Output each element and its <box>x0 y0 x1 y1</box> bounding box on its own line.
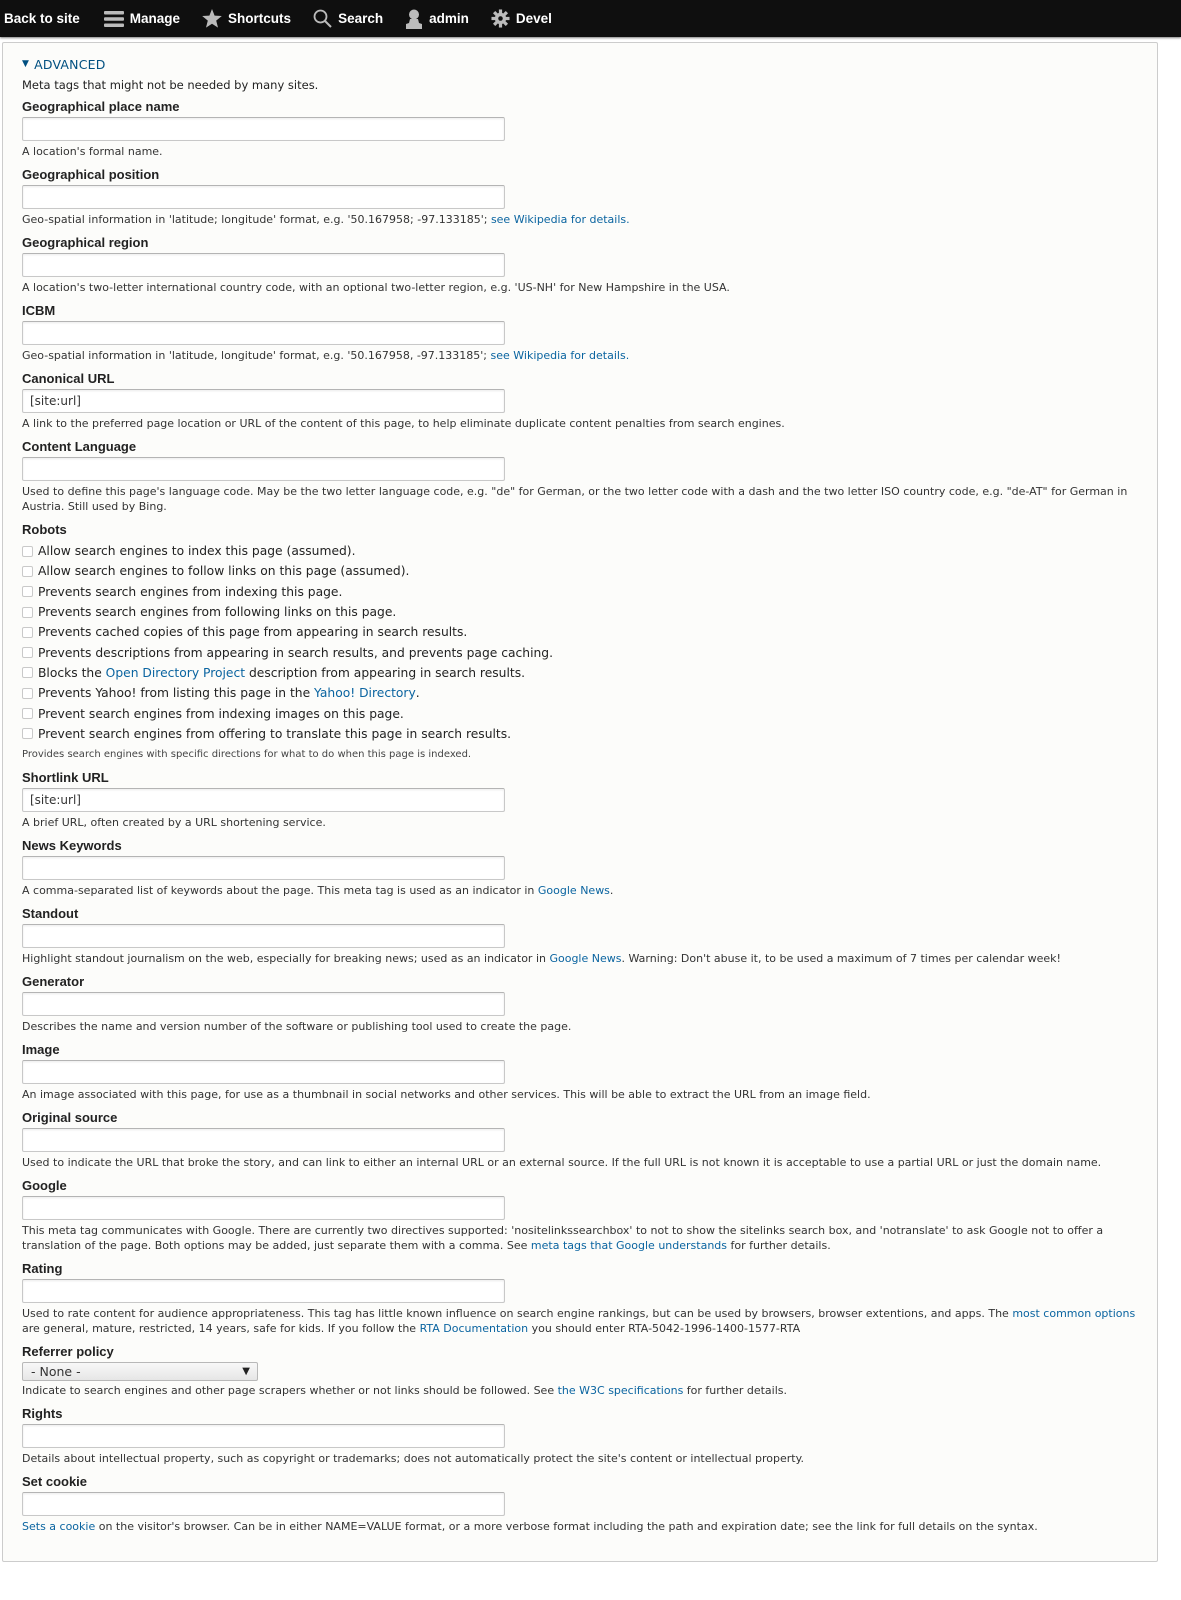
toolbar-shortcuts-label: Shortcuts <box>228 11 292 26</box>
option-label: Prevents descriptions from appearing in search results, and prevents page caching. <box>38 645 554 660</box>
google-news-link[interactable]: Google News <box>549 951 622 965</box>
news-keywords-label: News Keywords <box>22 837 122 853</box>
wikipedia-link[interactable]: see Wikipedia for details. <box>490 213 630 226</box>
geo-position-desc-text: Geo-spatial information in 'latitude; longitude' format, e.g. '50.167958; -97.133185'; <box>22 213 491 226</box>
rights-label: Rights <box>22 1405 63 1421</box>
set-cookie-input[interactable] <box>22 1492 505 1516</box>
google-meta-tags-link[interactable]: meta tags that Google understands <box>530 1238 728 1252</box>
geo-region-desc: A location's two-letter international country code, with an optional two-letter region, e.g. 'US-NH' for New Hampshire in the USA. <box>22 281 730 294</box>
google-news-link[interactable]: Google News <box>537 883 610 897</box>
image-input[interactable] <box>22 1060 505 1084</box>
referrer-policy-selected: - None - <box>31 1363 81 1379</box>
shortlink-input[interactable] <box>22 788 505 812</box>
field-referrer-policy <box>22 1344 1138 1398</box>
option-label: Prevent search engines from indexing images on this page. <box>38 706 404 721</box>
admin-toolbar <box>0 0 1181 37</box>
set-cookie-desc-text: on the visitor's browser. Can be in either NAME=VALUE format, or a more verbose format including the path and expiration date; see the link for full details on the syntax. <box>95 1519 1038 1533</box>
robots-label: Robots <box>22 522 67 537</box>
sets-a-cookie-link[interactable]: Sets a cookie <box>22 1519 96 1533</box>
w3c-specifications-link[interactable]: the W3C specifications <box>557 1383 684 1397</box>
advanced-title: ADVANCED <box>34 56 106 72</box>
news-keywords-desc <box>22 883 1137 898</box>
toolbar-user[interactable] <box>405 9 469 29</box>
standout-desc-text: Highlight standout journalism on the web, especially for breaking news; used as an indicator in <box>22 951 550 965</box>
checkbox[interactable] <box>22 627 33 638</box>
standout-desc <box>22 951 1137 966</box>
robots-option-noarchive[interactable] <box>22 622 1138 642</box>
toolbar-devel-label: Devel <box>515 11 552 26</box>
option-label: Prevents cached copies of this page from appearing in search results. <box>38 625 468 640</box>
triangle-down-icon: ▼ <box>22 59 30 69</box>
option-label: Allow search engines to follow links on this page (assumed). <box>38 564 410 579</box>
google-label: Google <box>22 1177 67 1193</box>
toolbar-search[interactable] <box>313 9 383 28</box>
option-label: Allow search engines to index this page (assumed). <box>38 544 356 559</box>
field-news-keywords <box>22 838 1138 898</box>
referrer-policy-desc <box>22 1383 1137 1398</box>
toolbar-shortcuts[interactable] <box>202 9 291 28</box>
canonical-url-input[interactable] <box>22 389 505 413</box>
toolbar-devel[interactable] <box>491 9 552 28</box>
toolbar-back-label: Back to site <box>4 11 80 26</box>
referrer-desc-text: Indicate to search engines and other page scrapers whether or not links should be followed. See <box>22 1383 558 1397</box>
standout-input[interactable] <box>22 924 505 948</box>
field-google <box>22 1178 1138 1253</box>
toolbar-user-label: admin <box>429 11 469 26</box>
checkbox[interactable] <box>22 586 33 597</box>
robots-option-noodp[interactable] <box>22 663 1138 683</box>
option-label: Prevents search engines from indexing this page. <box>38 584 343 599</box>
geo-position-input[interactable] <box>22 185 505 209</box>
robots-desc: Provides search engines with specific directions for what to do when this page is indexed. <box>22 748 472 760</box>
icbm-desc-text: Geo-spatial information in 'latitude, longitude' format, e.g. '50.167958, -97.133185'; <box>22 349 491 362</box>
canonical-url-desc: A link to the preferred page location or URL of the content of this page, to help eliminate duplicate content penalties from search engines. <box>22 417 785 430</box>
generator-label: Generator <box>22 973 85 989</box>
original-source-label: Original source <box>22 1109 118 1125</box>
field-standout <box>22 906 1138 966</box>
rights-desc: Details about intellectual property, such as copyright or trademarks; does not automatically protect the site's content or intellectual property. <box>22 1451 805 1465</box>
field-geo-region <box>22 235 1138 295</box>
checkbox[interactable] <box>22 728 33 739</box>
field-rating <box>22 1261 1138 1336</box>
checkbox[interactable] <box>22 708 33 719</box>
toolbar-manage[interactable] <box>104 10 180 28</box>
section-intro: Meta tags that might not be needed by many sites. <box>22 78 319 92</box>
robots-option-notranslate[interactable] <box>22 724 1138 744</box>
gear-icon <box>491 9 510 28</box>
option-label: Blocks the <box>38 665 106 680</box>
shortlink-desc: A brief URL, often created by a URL shortening service. <box>22 815 326 829</box>
rating-input[interactable] <box>22 1279 505 1303</box>
rating-label: Rating <box>22 1260 63 1276</box>
geo-position-label: Geographical position <box>22 167 160 182</box>
robots-option-index[interactable] <box>22 541 1138 561</box>
canonical-url-label: Canonical URL <box>22 371 115 386</box>
hamburger-icon <box>104 10 124 28</box>
geo-position-desc <box>22 212 1137 227</box>
checkbox[interactable] <box>22 647 33 658</box>
robots-option-noydir[interactable] <box>22 683 1138 703</box>
news-keywords-input[interactable] <box>22 856 505 880</box>
geo-placename-input[interactable] <box>22 117 505 141</box>
user-icon <box>405 9 423 29</box>
advanced-fieldset <box>2 42 1158 1562</box>
geo-placename-label: Geographical place name <box>22 99 180 114</box>
checkbox[interactable] <box>22 566 33 577</box>
set-cookie-label: Set cookie <box>22 1473 88 1489</box>
field-robots <box>22 522 1138 762</box>
set-cookie-desc <box>22 1519 1137 1534</box>
image-label: Image <box>22 1041 60 1057</box>
field-geo-position <box>22 167 1138 227</box>
standout-label: Standout <box>22 905 79 921</box>
generator-desc: Describes the name and version number of the software or publishing tool used to create the page. <box>22 1019 572 1033</box>
referrer-policy-select[interactable] <box>22 1362 258 1381</box>
google-desc-post: for further details. <box>727 1238 831 1252</box>
referrer-desc-post: for further details. <box>683 1383 788 1397</box>
star-icon <box>202 9 222 28</box>
geo-placename-desc: A location's formal name. <box>22 145 163 158</box>
icbm-input[interactable] <box>22 321 505 345</box>
rta-documentation-link[interactable]: RTA Documentation <box>419 1321 529 1335</box>
toolbar-manage-label: Manage <box>129 11 181 26</box>
dropdown-arrow-icon: ▼ <box>242 1365 250 1377</box>
option-label: Prevents Yahoo! from listing this page in the <box>38 686 315 701</box>
most-common-options-link[interactable]: most common options <box>1012 1306 1136 1320</box>
advanced-toggle[interactable] <box>22 55 1138 73</box>
generator-input[interactable] <box>22 992 505 1016</box>
geo-region-label: Geographical region <box>22 235 149 250</box>
option-label: Prevent search engines from offering to translate this page in search results. <box>38 726 512 741</box>
option-label-post: . <box>415 686 420 701</box>
news-keywords-desc-text: A comma-separated list of keywords about the page. This meta tag is used as an indicator in <box>22 883 538 897</box>
standout-desc-post: . Warning: Don't abuse it, to be used a maximum of 7 times per calendar week! <box>621 951 1061 965</box>
field-shortlink <box>22 770 1138 830</box>
field-content-language <box>22 439 1138 514</box>
field-original-source <box>22 1110 1138 1170</box>
field-rights <box>22 1406 1138 1466</box>
rating-desc-mid: are general, mature, restricted, 14 years, safe for kids. If you follow the <box>22 1321 420 1335</box>
toolbar-search-label: Search <box>338 11 384 26</box>
google-desc-text: This meta tag communicates with Google. There are currently two directives supported: 'nositelinkssearchbox' to not to show the sitelinks search box, and 'notranslate' to ask Google not to offer a translation of the page. Both options may be added, just separate them with a comma. See <box>22 1223 1104 1252</box>
original-source-input[interactable] <box>22 1128 505 1152</box>
content-language-label: Content Language <box>22 439 137 454</box>
field-geo-placename <box>22 99 1138 159</box>
field-canonical-url <box>22 371 1138 431</box>
robots-option-noimageindex[interactable] <box>22 703 1138 723</box>
google-desc <box>22 1223 1137 1253</box>
rating-desc-post: you should enter RTA-5042-1996-1400-1577-RTA <box>528 1321 801 1335</box>
checkbox[interactable] <box>22 607 33 618</box>
rights-input[interactable] <box>22 1424 505 1448</box>
google-input[interactable] <box>22 1196 505 1220</box>
open-directory-link[interactable]: Open Directory Project <box>105 665 246 680</box>
news-keywords-desc-post: . <box>609 883 614 897</box>
robots-option-follow[interactable] <box>22 561 1138 581</box>
search-icon <box>313 9 332 28</box>
rating-desc-text: Used to rate content for audience appropriateness. This tag has little known influence on search engine rankings, but can be used by browsers, browser extentions, and apps. The <box>22 1306 1013 1320</box>
referrer-policy-label: Referrer policy <box>22 1343 114 1359</box>
option-label: Prevents search engines from following links on this page. <box>38 605 397 620</box>
content-language-input[interactable] <box>22 457 505 481</box>
rating-desc <box>22 1306 1137 1336</box>
image-desc: An image associated with this page, for use as a thumbnail in social networks and other services. This will be able to extract the URL from an image field. <box>22 1087 871 1101</box>
shortlink-label: Shortlink URL <box>22 769 109 785</box>
yahoo-directory-link[interactable]: Yahoo! Directory <box>314 686 416 701</box>
checkbox[interactable] <box>22 546 33 557</box>
field-generator <box>22 974 1138 1034</box>
field-set-cookie <box>22 1474 1138 1534</box>
checkbox[interactable] <box>22 667 33 678</box>
robots-option-nosnippet[interactable] <box>22 642 1138 662</box>
checkbox[interactable] <box>22 688 33 699</box>
wikipedia-link[interactable]: see Wikipedia for details. <box>490 349 630 362</box>
field-icbm <box>22 303 1138 363</box>
option-label-post: description from appearing in search results. <box>245 665 526 680</box>
geo-region-input[interactable] <box>22 253 505 277</box>
field-image <box>22 1042 1138 1102</box>
icbm-label: ICBM <box>22 303 56 318</box>
toolbar-back-to-site[interactable] <box>4 11 80 26</box>
robots-option-noindex[interactable] <box>22 582 1138 602</box>
icbm-desc <box>22 348 1137 363</box>
content-language-desc: Used to define this page's language code. May be the two letter language code, e.g. "de" for German, or the two letter code with a dash and the two letter ISO country code, e.g. "de-AT" for German in Austria. Still used by Bing. <box>22 485 1128 513</box>
robots-option-nofollow[interactable] <box>22 602 1138 622</box>
original-source-desc: Used to indicate the URL that broke the story, and can link to either an internal URL or an external source. If the full URL is not known it is acceptable to use a partial URL or just the domain name. <box>22 1155 1102 1169</box>
